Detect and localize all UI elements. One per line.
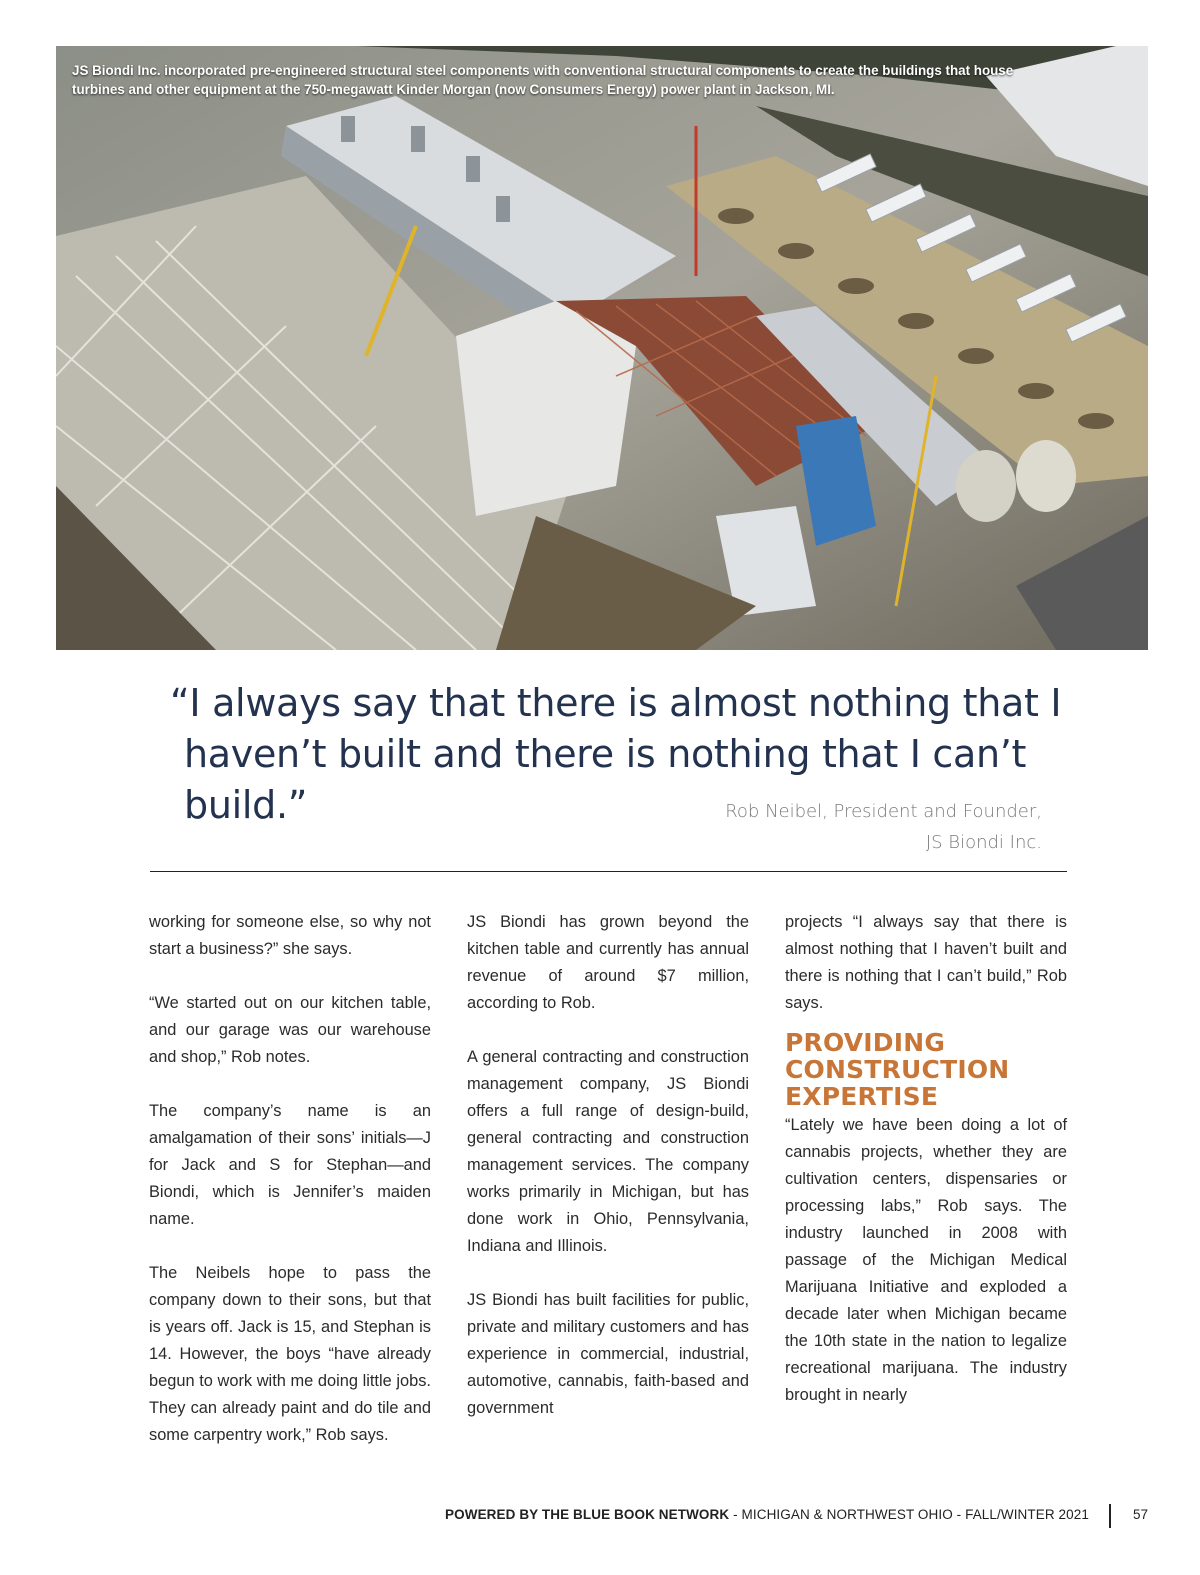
page-footer bbox=[445, 1507, 1089, 1522]
paragraph: JS Biondi has built facilities for public, private and military customers and has experience in commercial, industrial, automotive, cannabis, faith-based and government bbox=[467, 1291, 749, 1417]
divider-rule bbox=[150, 871, 1067, 872]
article-column-1 bbox=[149, 909, 431, 1476]
section-heading-line: EXPERTISE bbox=[785, 1082, 939, 1111]
paragraph: The company’s name is an amalgamation of their sons’ initials—J for Jack and S for Stephan—and Biondi, which is Jennifer’s maiden name. bbox=[149, 1102, 431, 1228]
paragraph: “Lately we have been doing a lot of cannabis projects, whether they are cultivation centers, dispensaries or processing labs,” Rob says. The industry launched in 2008 with passage of the Michigan Medical Marijuana Initiative and exploded a decade later when Michigan became the 10th state in the nation to legalize recreational marijuana. The industry brought in nearly bbox=[785, 1116, 1067, 1404]
paragraph: projects “I always say that there is almost nothing that I haven’t built and there is nothing that I can’t build,” Rob says. bbox=[785, 913, 1067, 1012]
section-heading-line: CONSTRUCTION bbox=[785, 1055, 1010, 1084]
paragraph: The Neibels hope to pass the company down to their sons, but that is years off. Jack is 15, and Stephan is 14. However, the boys “have already begun to work with me doing little jobs. They can already paint and do tile and some carpentry work,” Rob says. bbox=[149, 1264, 431, 1444]
paragraph: JS Biondi has grown beyond the kitchen table and currently has annual revenue of around $7 million, according to Rob. bbox=[467, 913, 749, 1012]
paragraph: “We started out on our kitchen table, and our garage was our warehouse and shop,” Rob notes. bbox=[149, 994, 431, 1066]
aerial-photo-power-plant bbox=[56, 46, 1148, 650]
aerial-photo-illustration bbox=[56, 46, 1148, 650]
article-column-2 bbox=[467, 909, 749, 1449]
page-number: 57 bbox=[1133, 1507, 1149, 1522]
pull-quote-attribution bbox=[725, 796, 1042, 858]
footer-edition: - MICHIGAN & NORTHWEST OHIO - FALL/WINTER 2021 bbox=[729, 1507, 1089, 1522]
pull-quote-line-2: haven’t built and there is nothing that I can’t build.” bbox=[184, 732, 1027, 827]
section-heading bbox=[785, 1029, 1067, 1110]
article-column-3 bbox=[785, 909, 1067, 1436]
attribution-name-title: Rob Neibel, President and Founder, bbox=[725, 801, 1042, 822]
section-heading-line: PROVIDING bbox=[785, 1028, 946, 1057]
paragraph: A general contracting and construction management company, JS Biondi offers a full range of design-build, general contracting and construction management services. The company works primarily in Michigan, but has done work in Ohio, Pennsylvania, Indiana and Illinois. bbox=[467, 1048, 749, 1255]
attribution-company: JS Biondi Inc. bbox=[925, 832, 1042, 853]
pull-quote-line-1: “I always say that there is almost nothing that I bbox=[170, 681, 1062, 725]
paragraph: working for someone else, so why not start a business?” she says. bbox=[149, 913, 431, 958]
footer-divider bbox=[1109, 1504, 1111, 1528]
footer-brand: POWERED BY THE BLUE BOOK NETWORK bbox=[445, 1507, 730, 1522]
photo-caption: JS Biondi Inc. incorporated pre-engineered structural steel components with conventional structural components to create the buildings that house turbines and other equipment at the 750-megawatt Kinder Morgan (now Consumers Energy) power plant in Jackson, MI. bbox=[72, 63, 1014, 97]
